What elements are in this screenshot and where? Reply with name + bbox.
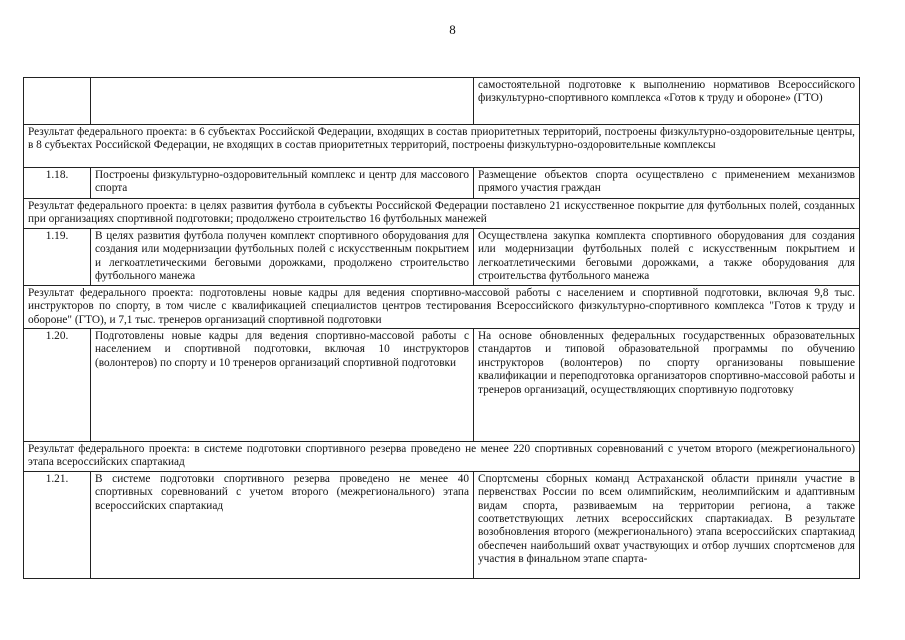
result-row bbox=[24, 199, 860, 229]
outcome-cell: На основе обновленных федеральных государственных образовательных стандартов и типовой образовательной программы по обучению инструкторов (волонтеров) по спорту организованы повышение квалификации и переподготовка организаторов спортивно-массовой работы и тренеров организаций, осуществляющих спортивную подготовку bbox=[474, 329, 860, 442]
result-row bbox=[24, 125, 860, 168]
empty-goal-cell bbox=[91, 78, 474, 125]
row-number: 1.20. bbox=[24, 329, 91, 442]
page-number: 8 bbox=[449, 22, 456, 37]
goal-cell: Построены физкультурно-оздоровительный комплекс и центр для массового спорта bbox=[91, 168, 474, 199]
goal-cell: В системе подготовки спортивного резерва проведено не менее 40 спортивных соревнований с учетом второго (межрегионального) этапа всероссийских спартакиад bbox=[91, 471, 474, 578]
outcome-cell: Спортсмены сборных команд Астраханской области приняли участие в первенствах России по всем олимпийским, неолимпийским и адаптивным видам спорта, развиваемым на территории региона, а также соответствующих летних всероссийских спартакиадах. В результате возобновления второго (межрегионального) этапа всероссийских спартакиад обеспечен наибольший охват участвующих и отбор лучших спортсменов для участия в финальном этапе спарта- bbox=[474, 471, 860, 578]
federal-result-text: Результат федерального проекта: подготовлены новые кадры для ведения спортивно-массовой работы с населением и спортивной подготовки, включая 9,8 тыс. инструкторов по спорту, в том числе с квалификацией специалистов центров тестирования Всероссийского физкультурно-спортивного комплекса "Готов к труду и обороне" (ГТО), и 7,1 тыс. тренеров организаций спортивной подготовки bbox=[24, 285, 860, 328]
outcome-cell: Размещение объектов спорта осуществлено с применением механизмов прямого участия граждан bbox=[474, 168, 860, 199]
row-number: 1.21. bbox=[24, 471, 91, 578]
table-row bbox=[24, 329, 860, 442]
continuation-cell: самостоятельной подготовке к выполнению нормативов Всероссийского физкультурно-спортивного комплекса «Готов к труду и обороне» (ГТО) bbox=[474, 78, 860, 125]
row-number: 1.19. bbox=[24, 228, 91, 285]
result-row bbox=[24, 442, 860, 472]
report-table bbox=[23, 77, 860, 579]
table-row bbox=[24, 471, 860, 578]
table-row-continuation bbox=[24, 78, 860, 125]
goal-cell: Подготовлены новые кадры для ведения спортивно-массовой работы с населением и спортивной подготовки, включая 10 инструкторов (волонтеров) по спорту и 10 тренеров организаций спортивной подготовки bbox=[91, 329, 474, 442]
empty-num-cell bbox=[24, 78, 91, 125]
federal-result-text: Результат федерального проекта: в системе подготовки спортивного резерва проведено не менее 220 спортивных соревнований с учетом второго (межрегионального) этапа всероссийских спартакиад bbox=[24, 442, 860, 472]
goal-cell: В целях развития футбола получен комплект спортивного оборудования для создания или модернизации футбольных полей с искусственным покрытием и легкоатлетическими беговыми дорожками, продолжено строительство футбольного манежа bbox=[91, 228, 474, 285]
result-row bbox=[24, 285, 860, 328]
outcome-cell: Осуществлена закупка комплекта спортивного оборудования для создания или модернизации футбольных полей с искусственным покрытием и легкоатлетическими беговыми дорожками, а также оборудования для строительства футбольного манежа bbox=[474, 228, 860, 285]
table-row bbox=[24, 168, 860, 199]
federal-result-text: Результат федерального проекта: в целях развития футбола в субъекты Российской Федерации поставлено 21 искусственное покрытие для футбольных полей, созданных при организациях спортивной подготовки; продолжено строительство 16 футбольных манежей bbox=[24, 199, 860, 229]
federal-result-text: Результат федерального проекта: в 6 субъектах Российской Федерации, входящих в состав приоритетных территорий, построены физкультурно-оздоровительные центры, в 8 субъектах Российской Федерации, не входящих в состав приоритетных территорий, построены физкультурно-оздоровительные комплексы bbox=[24, 125, 860, 168]
row-number: 1.18. bbox=[24, 168, 91, 199]
table-row bbox=[24, 228, 860, 285]
